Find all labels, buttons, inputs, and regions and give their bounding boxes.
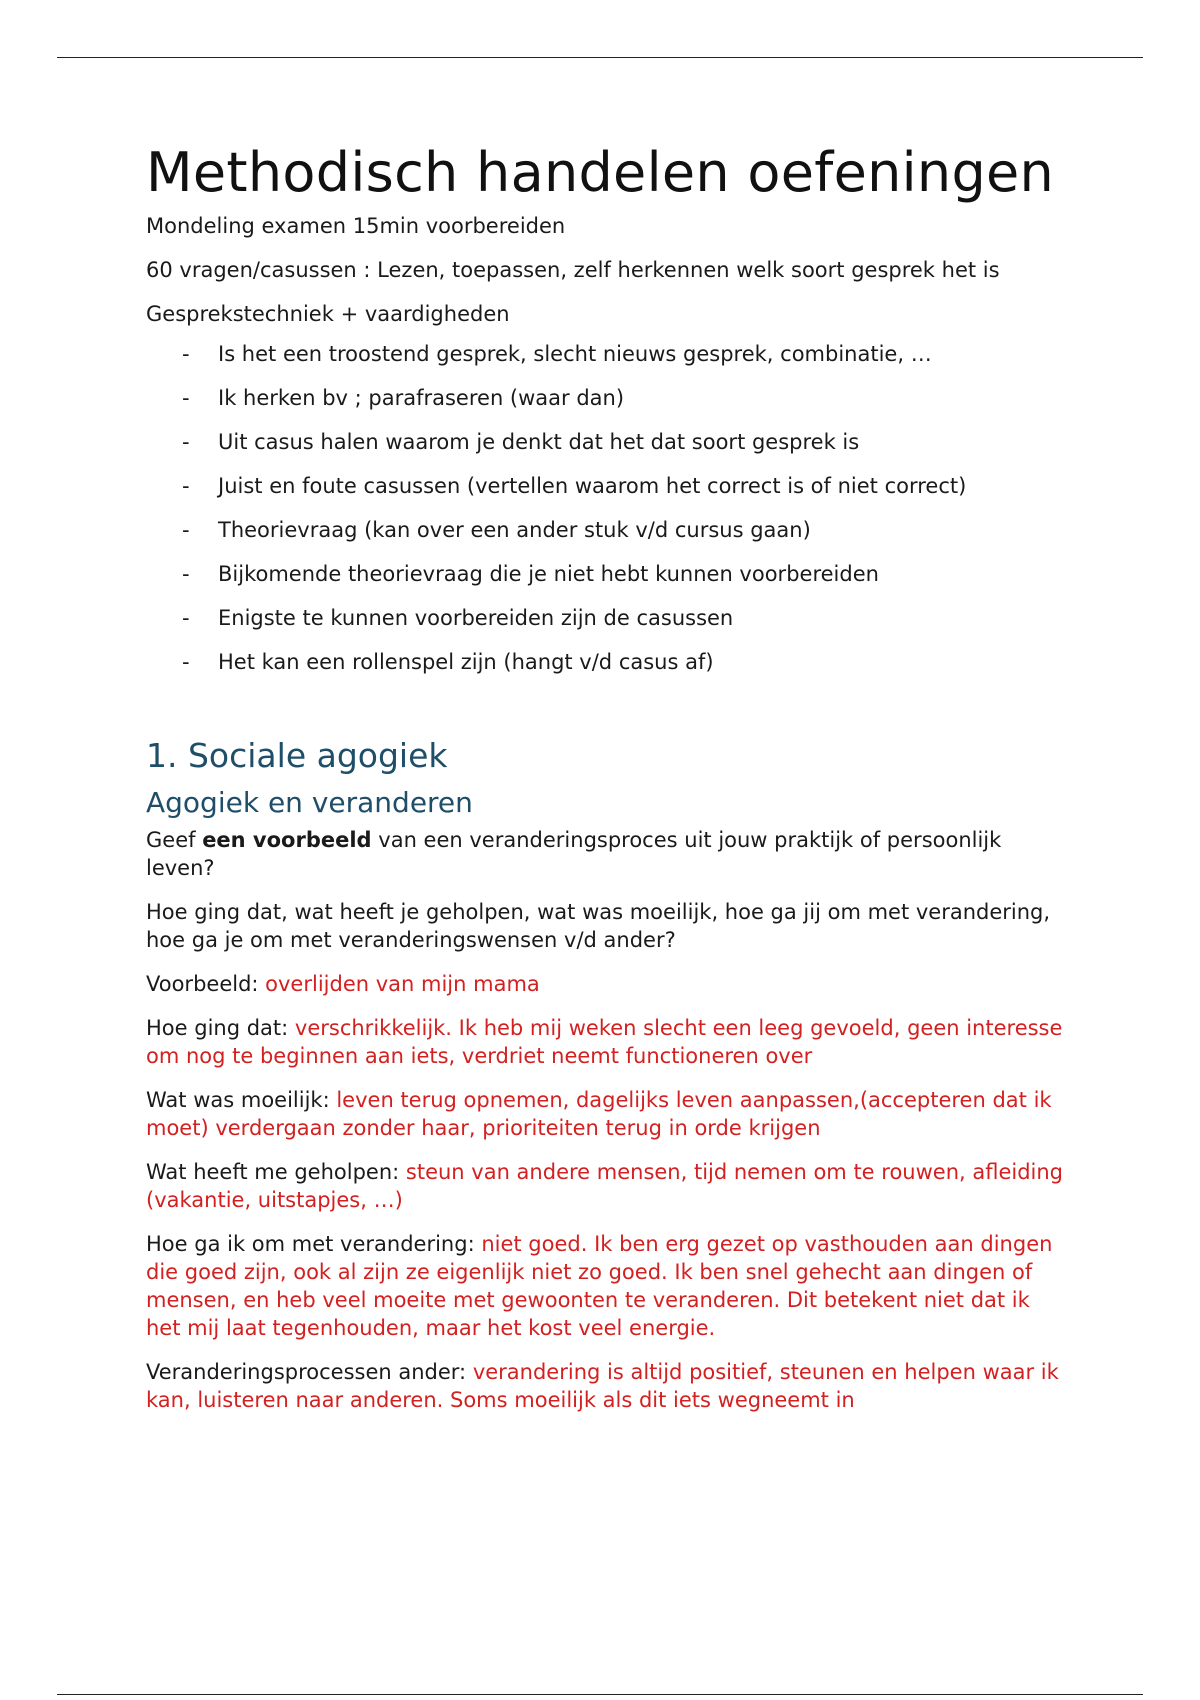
list-item-text: Bijkomende theorievraag die je niet hebt kunnen voorbereiden: [218, 562, 879, 586]
bullet-dash: -: [182, 562, 190, 586]
answer-label: Voorbeeld:: [146, 972, 266, 996]
answer-text: verschrikkelijk. Ik heb mij weken slecht een leeg gevoeld, geen interesse om nog te beginnen aan iets, verdriet neemt functioneren over: [146, 1016, 1063, 1068]
exam-bullet-list: [146, 340, 1066, 676]
answer-label: Veranderingsprocessen ander:: [146, 1360, 473, 1384]
document-title: Methodisch handelen oefeningen: [146, 141, 1055, 204]
list-item-text: Het kan een rollenspel zijn (hangt v/d casus af): [218, 650, 714, 674]
list-item-text: Enigste te kunnen voorbereiden zijn de casussen: [218, 606, 734, 630]
answer-text: niet goed. Ik ben erg gezet op vasthouden aan dingen die goed zijn, ook al zijn ze eigenlijk niet zo goed. Ik ben snel gehecht aan dingen of mensen, en heb veel moeite met gewoonten te veranderen. Dit betekent niet dat ik het mij laat tegenhouden, maar het kost veel energie.: [146, 1232, 1053, 1340]
answer-paragraph: [146, 1014, 1066, 1070]
answer-paragraph: [146, 1158, 1066, 1214]
intro-line-3: Gesprekstechniek + vaardigheden: [146, 302, 510, 326]
answer-paragraph: [146, 1230, 1066, 1342]
bullet-dash: -: [182, 606, 190, 630]
intro-line-2: 60 vragen/casussen : Lezen, toepassen, zelf herkennen welk soort gesprek het is: [146, 258, 1000, 282]
top-rule: [57, 57, 1143, 58]
intro-line-1: Mondeling examen 15min voorbereiden: [146, 214, 566, 238]
list-item-text: Ik herken bv ; parafraseren (waar dan): [218, 386, 625, 410]
list-item-text: Uit casus halen waarom je denkt dat het dat soort gesprek is: [218, 430, 860, 454]
answer-paragraph: [146, 970, 1066, 998]
question-text-end: van een veranderingsproces uit jouw praktijk of persoonlijk leven?: [146, 828, 1002, 880]
list-item: [146, 428, 1066, 456]
list-item: [146, 384, 1066, 412]
answer-text: leven terug opnemen, dagelijks leven aanpassen,(accepteren dat ik moet) verdergaan zonder haar, prioriteiten terug in orde krijgen: [146, 1088, 1052, 1140]
answer-label: Hoe ga ik om met verandering:: [146, 1232, 482, 1256]
bottom-rule: [57, 1694, 1143, 1695]
question-bold-text: een voorbeeld: [202, 828, 372, 852]
question-text-start: Geef: [146, 828, 203, 852]
bullet-dash: -: [182, 342, 190, 366]
list-item: [146, 604, 1066, 632]
question-paragraph: [146, 826, 1066, 882]
document-page: [146, 140, 1066, 1430]
answer-paragraph: [146, 1086, 1066, 1142]
list-item: [146, 516, 1066, 544]
list-item: [146, 472, 1066, 500]
question-paragraph-2: Hoe ging dat, wat heeft je geholpen, wat was moeilijk, hoe ga jij om met verandering, hoe ga je om met veranderingswensen v/d ander?: [146, 900, 1051, 952]
answer-text: steun van andere mensen, tijd nemen om te rouwen, afleiding (vakantie, uitstapjes, …): [146, 1160, 1064, 1212]
list-item: [146, 648, 1066, 676]
section-subheading: Agogiek en veranderen: [146, 786, 473, 819]
list-item-text: Is het een troostend gesprek, slecht nieuws gesprek, combinatie, …: [218, 342, 932, 366]
answer-label: Wat was moeilijk:: [146, 1088, 337, 1112]
bullet-dash: -: [182, 474, 190, 498]
bullet-dash: -: [182, 650, 190, 674]
answer-label: Hoe ging dat:: [146, 1016, 295, 1040]
bullet-dash: -: [182, 386, 190, 410]
list-item-text: Juist en foute casussen (vertellen waarom het correct is of niet correct): [218, 474, 967, 498]
list-item-text: Theorievraag (kan over een ander stuk v/d cursus gaan): [218, 518, 811, 542]
list-item: [146, 340, 1066, 368]
section-heading: 1. Sociale agogiek: [146, 736, 448, 775]
answer-label: Wat heeft me geholpen:: [146, 1160, 406, 1184]
answer-paragraph: [146, 1358, 1066, 1414]
answer-text: verandering is altijd positief, steunen en helpen waar ik kan, luisteren naar anderen. Soms moeilijk als dit iets wegneemt in: [146, 1360, 1059, 1412]
answer-text: overlijden van mijn mama: [265, 972, 540, 996]
list-item: [146, 560, 1066, 588]
bullet-dash: -: [182, 430, 190, 454]
bullet-dash: -: [182, 518, 190, 542]
